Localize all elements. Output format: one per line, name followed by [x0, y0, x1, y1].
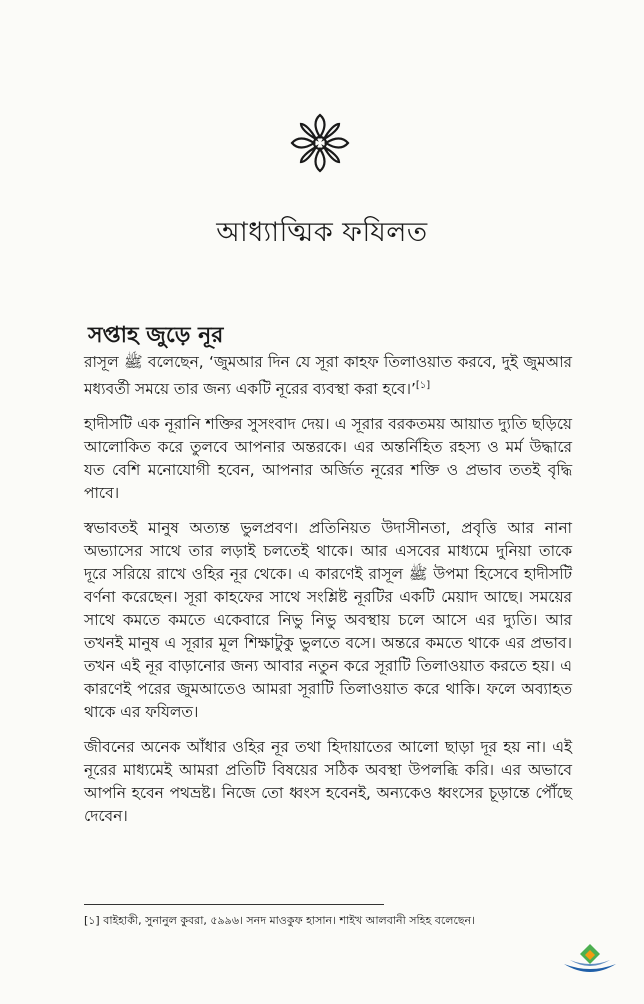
- paragraph: হাদীসটি এক নূরানি শক্তির সুসংবাদ দেয়। এ সূরার বরকতময় আয়াত দ্যুতি ছড়িয়ে আলোকিত করে তুলবে আপনার অন্তরকে। এর অন্তর্নিহিত রহস্য ও মর্ম উদ্ধারে যত বেশি মনোযোগী হবেন, আপনার অর্জিত নূরের শক্তি ও প্রভাব ততই বৃদ্ধি পাবে।: [84, 415, 572, 503]
- footnote-text: বাইহাকী, সুনানুল কুবরা, ৫৯৯৬। সনদ মাওকুফ হাসান। শাইখ আলবানী সহিহ বলেছেন।: [103, 914, 476, 927]
- footnote-reference[interactable]: [১]: [415, 380, 431, 391]
- paragraph: স্বভাবতই মানুষ অত্যন্ত ভুলপ্রবণ। প্রতিনিয়ত উদাসীনতা, প্রবৃত্তি আর নানা অভ্যাসের সাথে তার লড়াই চলতেই থাকে। আর এসবের মাধ্যমে দুনিয়া তাকে দূরে সরিয়ে রাখে ওহির নূর থেকে। এ কারণেই রাসূল ﷺ উপমা হিসেবে হাদীসটি বর্ণনা করেছেন। সূরা কাহফের সাথে সংশ্লিষ্ট নূরটির একটি মেয়াদ আছে। সময়ের সাথে কমতে কমতে একেবারে নিভু নিভু অবস্থায় চলে আসে এর দ্যুতি। আর তখনই মানুষ এ সূরার মূল শিক্ষাটুকু ভুলতে বসে। অন্তরে কমতে থাকে এর প্রভাব। তখন এই নূর বাড়ানোর জন্য আবার নতুন করে সূরাটি তিলাওয়াত করতে হয়। এ কারণেই পরের জুমআতেও আমরা সূরাটি তিলাওয়াত করে থাকি। ফলে অব্যাহত থাকে এর ফযিলত।: [84, 519, 572, 722]
- paragraph: জীবনের অনেক আঁধার ওহির নূর তথা হিদায়াতের আলো ছাড়া দূর হয় না। এই নূরের মাধ্যমেই আমরা প্রতিটি বিষয়ের সঠিক অবস্থা উপলব্ধি করি। এর অভাবে আপনি হবেন পথভ্রষ্ট। নিজে তো ধ্বংস হবেনই, অন্যকেও ধ্বংসের চূড়ান্তে পৌঁছে দেবেন।: [84, 738, 572, 826]
- chapter-title: আধ্যাত্মিক ফযিলত: [216, 217, 428, 248]
- footnote-marker: [১]: [84, 914, 100, 927]
- footnote: [84, 912, 564, 931]
- body-text: [84, 351, 572, 840]
- section-heading: সপ্তাহ জুড়ে নূর: [88, 323, 224, 348]
- paragraph: [84, 351, 572, 401]
- floral-ornament-icon: [287, 110, 353, 176]
- publisher-logo-icon: [560, 940, 620, 980]
- footnote-divider: [84, 904, 384, 905]
- paragraph-text: রাসূল ﷺ বলেছেন, ‘জুমআর দিন যে সূরা কাহফ তিলাওয়াত করবে, দুই জুমআর মধ্যবর্তী সময়ে তার জন্য একটি নূরের ব্যবস্থা করা হবে।’: [84, 353, 572, 399]
